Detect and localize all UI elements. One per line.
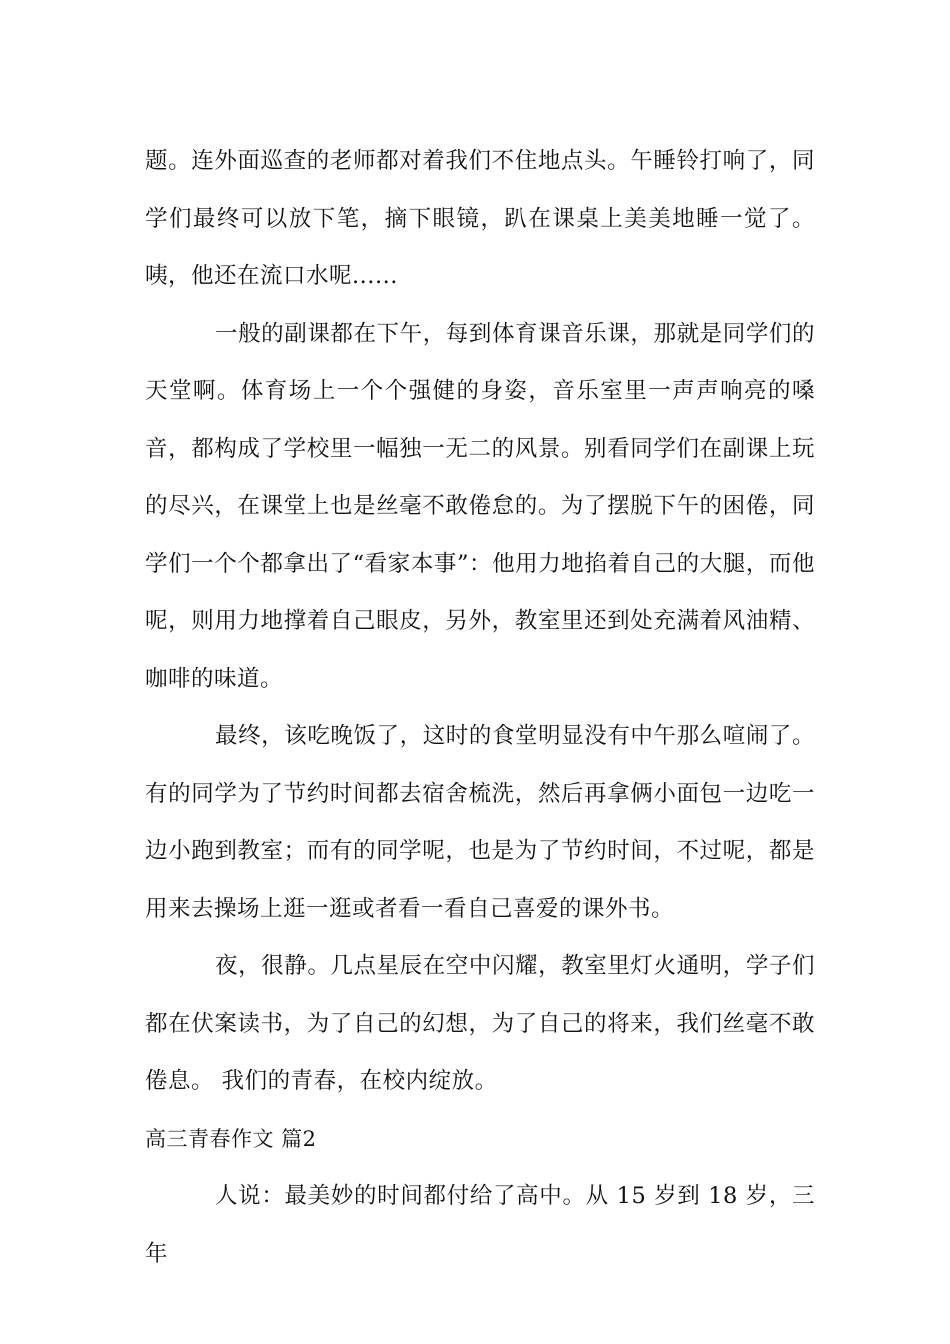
paragraph-1: 题。连外面巡查的老师都对着我们不住地点头。午睡铃打响了，同学们最终可以放下笔，摘下眼镜，趴在课桌上美美地睡一觉了。咦，他还在流口水呢...... <box>145 148 815 289</box>
paragraph-3: 最终，该吃晚饭了，这时的食堂明显没有中午那么喧闹了。有的同学为了节约时间都去宿舍梳洗，然后再拿俩小面包一边吃一边小跑到教室；而有的同学呢，也是为了节约时间，不过呢，都是用来去操场上逛一逛或者看一看自己喜爱的课外书。 <box>145 723 815 922</box>
section-heading: 高三青春作文 篇2 <box>145 1126 317 1151</box>
paragraph-5: 人说：最美妙的时间都付给了高中。从 15 岁到 18 岁，三年 <box>145 1183 815 1267</box>
paragraph-4: 夜，很静。几点星辰在空中闪耀，教室里灯火通明，学子们都在伏案读书，为了自己的幻想，为了自己的将来，我们丝毫不敢倦息。 我们的青春，在校内绽放。 <box>145 953 815 1094</box>
paragraph-2: 一般的副课都在下午，每到体育课音乐课，那就是同学们的天堂啊。体育场上一个个强健的身姿，音乐室里一声声响亮的嗓音，都构成了学校里一幅独一无二的风景。别看同学们在副课上玩的尽兴，在课堂上也是丝毫不敢倦怠的。为了摆脱下午的困倦，同学们一个个都拿出了“看家本事”：他用力地掐着自己的大腿，而他呢，则用力地撑着自己眼皮，另外，教室里还到处充满着风油精、咖啡的味道。 <box>145 320 815 692</box>
document-body <box>145 133 815 1283</box>
